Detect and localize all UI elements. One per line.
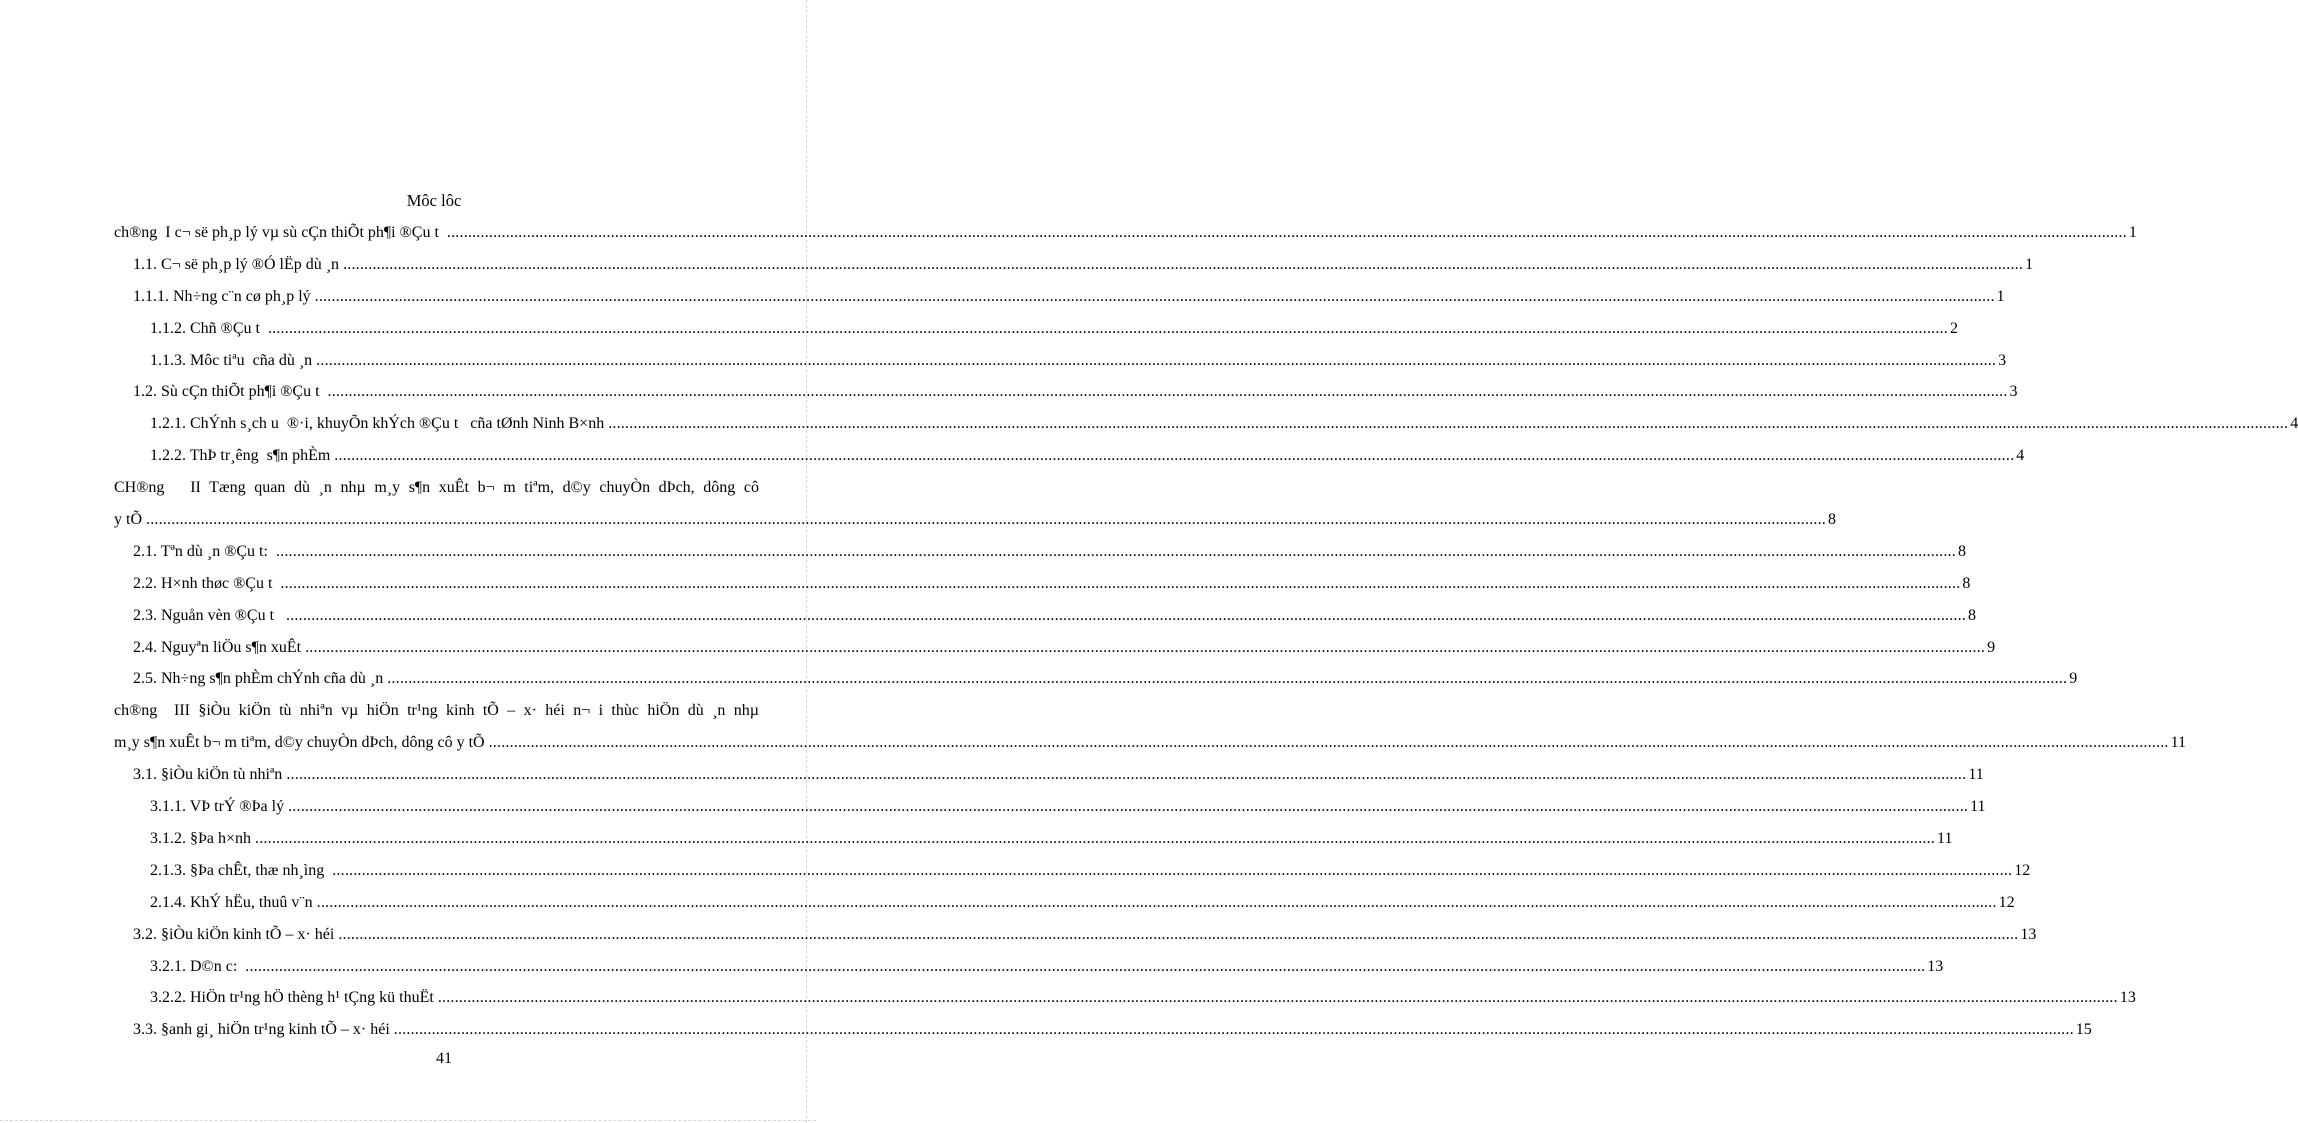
toc-entry-label: 1.2. Sù cÇn thiÕt ph¶i ®Çu t	[133, 383, 324, 401]
toc-entry	[0, 700, 2187, 764]
toc-entry	[0, 413, 2298, 445]
toc-page-number: 3	[1998, 351, 2007, 369]
toc-page-number: 9	[2069, 670, 2078, 688]
toc-dot-leader: ................................................................................................................................................................................................................................................................................................................................................................................................................	[316, 893, 1997, 911]
toc-entry-line	[133, 381, 2018, 403]
toc-entry	[0, 892, 2015, 924]
toc-entry-label: 1.1.1. Nh÷ng c¨n cø ph¸p lý	[133, 287, 311, 305]
toc-dot-leader: ................................................................................................................................................................................................................................................................................................................................................................................................................	[314, 287, 1995, 305]
toc-dot-leader: ................................................................................................................................................................................................................................................................................................................................................................................................................	[255, 829, 1936, 847]
toc-entry-label: 3.1.2. §Þa h×nh	[150, 829, 252, 847]
toc-entry	[0, 637, 1996, 669]
toc-page-number: 8	[1968, 606, 1977, 624]
toc-entry-label: 2.1. Tªn dù ¸n ®Çu t:	[133, 542, 272, 560]
page-edge-bottom	[0, 1120, 816, 1122]
toc-dot-leader: ................................................................................................................................................................................................................................................................................................................................................................................................................	[286, 606, 1967, 624]
toc-entry-line	[150, 413, 2298, 435]
toc-entry-line	[133, 254, 2034, 276]
toc-entry-label: 3.2. §iÒu kiÖn kinh tÕ – x· héi	[133, 925, 335, 943]
toc-entry	[0, 828, 1953, 860]
toc-page-number: 1	[2128, 224, 2137, 241]
toc-dot-leader: ................................................................................................................................................................................................................................................................................................................................................................................................................	[245, 957, 1926, 975]
toc-entry-line	[150, 318, 1958, 340]
toc-page-number: 12	[1998, 893, 2015, 911]
toc-entry-line	[150, 350, 2007, 372]
toc-entry	[0, 860, 2031, 892]
toc-entry	[0, 796, 1986, 828]
toc-entry	[0, 350, 2007, 382]
toc-entry-line	[150, 892, 2015, 914]
toc-page-number: 1	[2025, 255, 2034, 273]
toc-entry	[0, 541, 1966, 573]
toc-dot-leader: ................................................................................................................................................................................................................................................................................................................................................................................................................	[437, 989, 2118, 1007]
toc-entry-line	[150, 987, 2136, 1009]
toc-page-number: 4	[2290, 415, 2298, 433]
toc-entry-label: 2.1.4. KhÝ hËu, thuû v¨n	[150, 893, 313, 911]
toc-entry-label: 2.1.3. §Þa chÊt, thæ nh¸ìng	[150, 861, 329, 879]
toc-entry	[0, 956, 1944, 988]
toc-entry	[0, 254, 2034, 286]
toc-page-number: 12	[2014, 861, 2031, 879]
toc-dot-leader: ................................................................................................................................................................................................................................................................................................................................................................................................................	[608, 415, 2289, 433]
toc-entry-line	[150, 956, 1944, 978]
toc-entry-line	[114, 222, 2137, 244]
toc-entry-label: 2.5. Nh÷ng s¶n phÈm chÝnh cña dù ¸n	[133, 670, 384, 688]
toc-dot-leader: ................................................................................................................................................................................................................................................................................................................................................................................................................	[146, 511, 1826, 529]
toc-dot-leader: ................................................................................................................................................................................................................................................................................................................................................................................................................	[286, 766, 1967, 784]
toc-page-number: 8	[1828, 511, 1836, 529]
toc-entry-line	[133, 764, 1984, 786]
toc-page-number: 11	[1968, 766, 1984, 784]
toc-entry	[0, 318, 1958, 350]
toc-entry-label: 3.3. §anh gi¸ hiÖn tr¹ng kinh tÕ – x· héi	[133, 1021, 390, 1039]
toc-page-number: 13	[2119, 989, 2136, 1007]
toc-entry-line	[150, 796, 1986, 818]
toc-entry-label: y tÕ	[114, 511, 142, 529]
toc-dot-leader: ................................................................................................................................................................................................................................................................................................................................................................................................................	[280, 574, 1961, 592]
toc-entry-line	[133, 637, 1996, 659]
toc-entry-line	[133, 286, 2005, 308]
toc-entry	[0, 605, 1977, 637]
toc-dot-leader: ................................................................................................................................................................................................................................................................................................................................................................................................................	[288, 798, 1969, 816]
toc-entry-label: 2.4. Nguyªn liÖu s¶n xuÊt	[133, 638, 302, 656]
toc-dot-leader: ................................................................................................................................................................................................................................................................................................................................................................................................................	[393, 1021, 2074, 1039]
toc-entry-line	[133, 668, 2078, 690]
toc-entry	[0, 764, 1984, 796]
toc-entry-line	[150, 445, 2025, 467]
toc-entry	[0, 573, 1971, 605]
toc-entry-line	[133, 924, 2037, 946]
toc-entry	[0, 987, 2136, 1019]
toc-dot-leader: ................................................................................................................................................................................................................................................................................................................................................................................................................	[275, 542, 1956, 560]
toc-page-number: 13	[2020, 925, 2037, 943]
toc-page-number: 11	[1970, 798, 1986, 816]
toc-entry-label-line1: ch®ng III §iÒu kiÖn tù nhiªn vµ hiÖn tr¹ng kinh tÕ – x· héi n¬ i thùc hiÖn dù ¸n nhµ	[114, 702, 759, 720]
toc-entry	[0, 381, 2018, 413]
toc-entry-label: 2.3. Nguån vèn ®Çu t	[133, 606, 283, 624]
toc-entry-label: ch®ng I c¬ së ph¸p lý vµ sù cÇn thiÕt ph¶i ®Çu t	[114, 224, 443, 241]
toc-title: Môc lôc	[406, 191, 462, 210]
toc-entry-label: 1.1.2. Chñ ®Çu t	[150, 319, 264, 337]
toc-entry-label: 1.2.1. ChÝnh s¸ch u ®·i, khuyÕn khÝch ®Çu t cña tØnh Ninh B×nh	[150, 415, 605, 433]
toc-entry-label: 3.2.1. D©n c:	[150, 957, 242, 975]
toc-page-number: 13	[1927, 957, 1944, 975]
toc-dot-leader: ................................................................................................................................................................................................................................................................................................................................................................................................................	[327, 383, 2008, 401]
toc-entry	[0, 477, 1836, 541]
toc-dot-leader: ................................................................................................................................................................................................................................................................................................................................................................................................................	[488, 734, 2169, 752]
table-of-contents	[0, 222, 2298, 1051]
toc-entry-line	[133, 541, 1966, 563]
toc-dot-leader: ................................................................................................................................................................................................................................................................................................................................................................................................................	[338, 925, 2019, 943]
toc-entry	[0, 668, 2078, 700]
page-number: 41	[436, 1050, 452, 1067]
toc-entry-label: 2.2. H×nh thøc ®Çu t	[133, 574, 277, 592]
toc-entry	[0, 286, 2005, 318]
toc-entry	[0, 222, 2137, 254]
toc-entry-label: 1.1.3. Môc tiªu cña dù ¸n	[150, 351, 313, 369]
toc-page-number: 2	[1949, 319, 1958, 337]
toc-dot-leader: ................................................................................................................................................................................................................................................................................................................................................................................................................	[387, 670, 2068, 688]
toc-entry-label: 3.1.1. VÞ trÝ ®Þa lý	[150, 798, 285, 816]
toc-entry-label-line1: CH®ng II Tæng quan dù ¸n nhµ m¸y s¶n xuÊt b¬ m tiªm, d©y chuyÒn dÞch, dông cô	[114, 479, 759, 497]
toc-entry	[0, 445, 2025, 477]
toc-entry-label: 3.1. §iÒu kiÖn tù nhiªn	[133, 766, 283, 784]
toc-entry-line	[133, 573, 1971, 595]
toc-page-number: 9	[1987, 638, 1996, 656]
toc-page-number: 1	[1996, 287, 2005, 305]
toc-entry	[0, 1019, 2092, 1051]
toc-dot-leader: ................................................................................................................................................................................................................................................................................................................................................................................................................	[316, 351, 1997, 369]
toc-entry-line	[133, 605, 1977, 627]
toc-entry-line	[150, 860, 2031, 882]
toc-page-number: 8	[1962, 574, 1971, 592]
toc-entry-label: m¸y s¶n xuÊt b¬ m tiªm, d©y chuyÒn dÞch, dông cô y tÕ	[114, 734, 485, 752]
toc-page-number: 3	[2009, 383, 2018, 401]
toc-dot-leader: ................................................................................................................................................................................................................................................................................................................................................................................................................	[446, 224, 2127, 241]
toc-entry-label: 3.2.2. HiÖn tr¹ng hÖ thèng h¹ tÇng kü thuËt	[150, 989, 434, 1007]
toc-page-number: 8	[1957, 542, 1966, 560]
toc-entry-line	[150, 828, 1953, 850]
toc-dot-leader: ................................................................................................................................................................................................................................................................................................................................................................................................................	[332, 861, 2013, 879]
toc-dot-leader: ................................................................................................................................................................................................................................................................................................................................................................................................................	[343, 255, 2024, 273]
toc-entry-line	[114, 732, 2187, 754]
toc-dot-leader: ................................................................................................................................................................................................................................................................................................................................................................................................................	[267, 319, 1948, 337]
toc-entry	[0, 924, 2037, 956]
toc-entry-line	[133, 1019, 2092, 1041]
toc-entry-label: 1.1. C¬ së ph¸p lý ®Ó lËp dù ¸n	[133, 255, 340, 273]
toc-page-number: 4	[2016, 447, 2025, 465]
toc-dot-leader: ................................................................................................................................................................................................................................................................................................................................................................................................................	[334, 447, 2015, 465]
toc-dot-leader: ................................................................................................................................................................................................................................................................................................................................................................................................................	[305, 638, 1986, 656]
toc-entry-line	[114, 509, 1836, 531]
toc-entry-label: 1.2.2. ThÞ tr¸êng s¶n phÈm	[150, 447, 331, 465]
toc-page-number: 11	[1937, 829, 1953, 847]
toc-page-number: 15	[2075, 1021, 2092, 1039]
toc-page-number: 11	[2170, 734, 2187, 752]
